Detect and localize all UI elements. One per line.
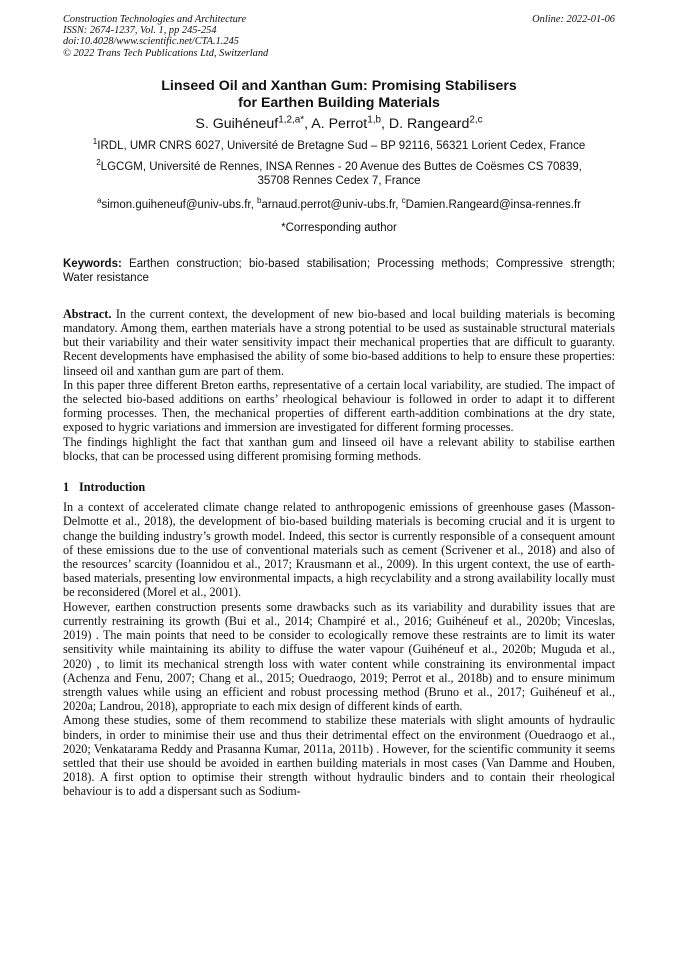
email-separator: , xyxy=(250,199,257,212)
abstract-paragraph: In this paper three different Breton earths, representative of a certain local variability, are studied. The impact of the selected bio-based additions on earths’ rheological behaviour is followed in order to adapt it to different forming processes. Then, the mechanical properties of different earth-addition combinations at the dry state, exposed to hygric variations and immersion are investigated for different forming processes. xyxy=(63,377,615,435)
author-affiliation-mark: 1,b xyxy=(367,114,382,126)
author-separator: , xyxy=(381,115,389,132)
journal-name: Construction Technologies and Architecture xyxy=(63,14,247,25)
email-link[interactable]: simon.guiheneuf@univ-ubs.fr xyxy=(101,199,251,212)
email-mark: a xyxy=(96,196,102,206)
corresponding-author-note: *Corresponding author xyxy=(281,221,397,234)
keywords-block xyxy=(63,257,615,286)
affiliation-text: LGCGM, Université de Rennes, INSA Rennes - 20 Avenue des Buttes de Coësmes CS 70839, xyxy=(100,161,582,174)
keywords-text: Earthen construction; bio-based stabilisation; Processing methods; Compressive strength; Water resistance xyxy=(63,257,615,285)
section-number: 1 xyxy=(63,480,70,495)
author-name: S. Guihéneuf xyxy=(195,115,279,132)
author-affiliation-mark: 2,c xyxy=(469,114,483,126)
title-line-2: for Earthen Building Materials xyxy=(238,94,440,111)
email-separator: , xyxy=(395,199,402,212)
author-name: D. Rangeard xyxy=(388,115,470,132)
section-heading-introduction xyxy=(63,480,615,494)
affiliation-1 xyxy=(63,136,615,153)
affiliation-text: 35708 Rennes Cedex 7, France xyxy=(257,175,421,188)
online-date: Online: 2022-01-06 xyxy=(532,14,615,25)
keywords-label: Keywords: xyxy=(63,257,122,270)
abstract-paragraph: The findings highlight the fact that xanthan gum and linseed oil have a relevant ability to stabilise earthen blocks, that can be processed using different promising forming methods. xyxy=(63,434,615,463)
affiliation-mark: 2 xyxy=(96,158,101,168)
abstract-block xyxy=(63,307,615,463)
affiliation-text: IRDL, UMR CNRS 6027, Université de Bretagne Sud – BP 92116, 56321 Lorient Cedex, France xyxy=(97,139,586,152)
running-header xyxy=(63,14,615,59)
affiliation-mark: 1 xyxy=(92,136,98,146)
email-link[interactable]: arnaud.perrot@univ-ubs.fr xyxy=(261,199,396,212)
affiliation-2 xyxy=(63,160,615,188)
author-name: A. Perrot xyxy=(311,115,368,132)
body-paragraph: However, earthen construction presents some drawbacks such as its variability and durability issues that are currently restraining its growth (Bui et al., 2014; Champiré et al., 2016; Guihéneuf et al., 2020b; Vinceslas, 2019) . The main points that need to be consider to ecologically remove these restraints are to limit its water sensitivity while maintaining its ability to diffuse the water vapour (Guihéneuf et al., 2020b; Muguda et al., 2020) , to limit its mechanical strength loss with water content while constraining its environmental impact (Achenza and Fenu, 2007; Chang et al., 2015; Ouedraogo, 2019; Perrot et al., 2018b) and to ensure minimum strength values while using an efficient and robust processing method (Bruno et al., 2017; Guihéneuf et al., 2020a; Landrou, 2018), appropriate to each mix design of different kinds of earth. xyxy=(63,599,615,714)
copyright-line: © 2022 Trans Tech Publications Ltd, Switzerland xyxy=(63,47,269,59)
paper-page xyxy=(63,14,615,799)
email-mark: b xyxy=(256,196,262,206)
title-line-1: Linseed Oil and Xanthan Gum: Promising Stabilisers xyxy=(161,77,517,94)
abstract-label: Abstract. xyxy=(63,306,112,321)
email-link[interactable]: Damien.Rangeard@insa-rennes.fr xyxy=(405,199,581,212)
email-mark: c xyxy=(401,196,406,206)
body-paragraph: In a context of accelerated climate change related to anthropogenic emissions of greenhouse gases (Masson-Delmotte et al., 2018), the development of bio-based building materials is becoming crucial and it is urgent to change the building industry’s growth model. Indeed, this sector is currently responsible of a consequent amount of these emissions due to the use of conventional materials such as cement (Scrivener et al., 2018) and also of the resources’ scarcity (Ioannidou et al., 2017; Krausmann et al., 2009). In this urgent context, the use of earth-based materials, presenting low environmental impacts, a high recyclability and a strong availability locally must be reconsidered (Morel et al., 2001). xyxy=(63,500,615,600)
author-emails xyxy=(63,198,615,212)
doi-line: doi:10.4028/www.scientific.net/CTA.1.245 xyxy=(63,36,239,48)
issn-line: ISSN: 2674-1237, Vol. 1, pp 245-254 xyxy=(63,25,217,37)
abstract-paragraph xyxy=(63,307,615,378)
abstract-text: In the current context, the development of new bio-based and local building materials is becoming mandatory. Among them, earthen materials have a strong potential to be used as sustainable structural materials but their variability and their water sensitivity impact their mechanical properties that are difficult to guaranty. Recent developments have emphasised the ability of some bio-based additions to help to ensure these properties: linseed oil and xanthan gum are part of them. xyxy=(63,306,615,378)
author-affiliation-mark: 1,2,a* xyxy=(278,114,305,126)
section-title: Introduction xyxy=(79,480,146,495)
paper-title xyxy=(63,78,615,112)
author-list xyxy=(63,116,615,133)
body-paragraph: Among these studies, some of them recommend to stabilize these materials with slight amounts of hydraulic binders, in order to minimise their use and thus their detrimental effect on the environment (Ouedraogo et al., 2020; Venkatarama Reddy and Prasanna Kumar, 2011a, 2011b) . However, for the scientific community it seems settled that their use should be avoided in earthen building materials in most cases (Van Damme and Houben, 2018). A first option to optimise their strength without hydraulic binders and to contain their rheological behaviour is to add a dispersant such as Sodium- xyxy=(63,713,615,799)
author-separator: , xyxy=(304,115,312,132)
